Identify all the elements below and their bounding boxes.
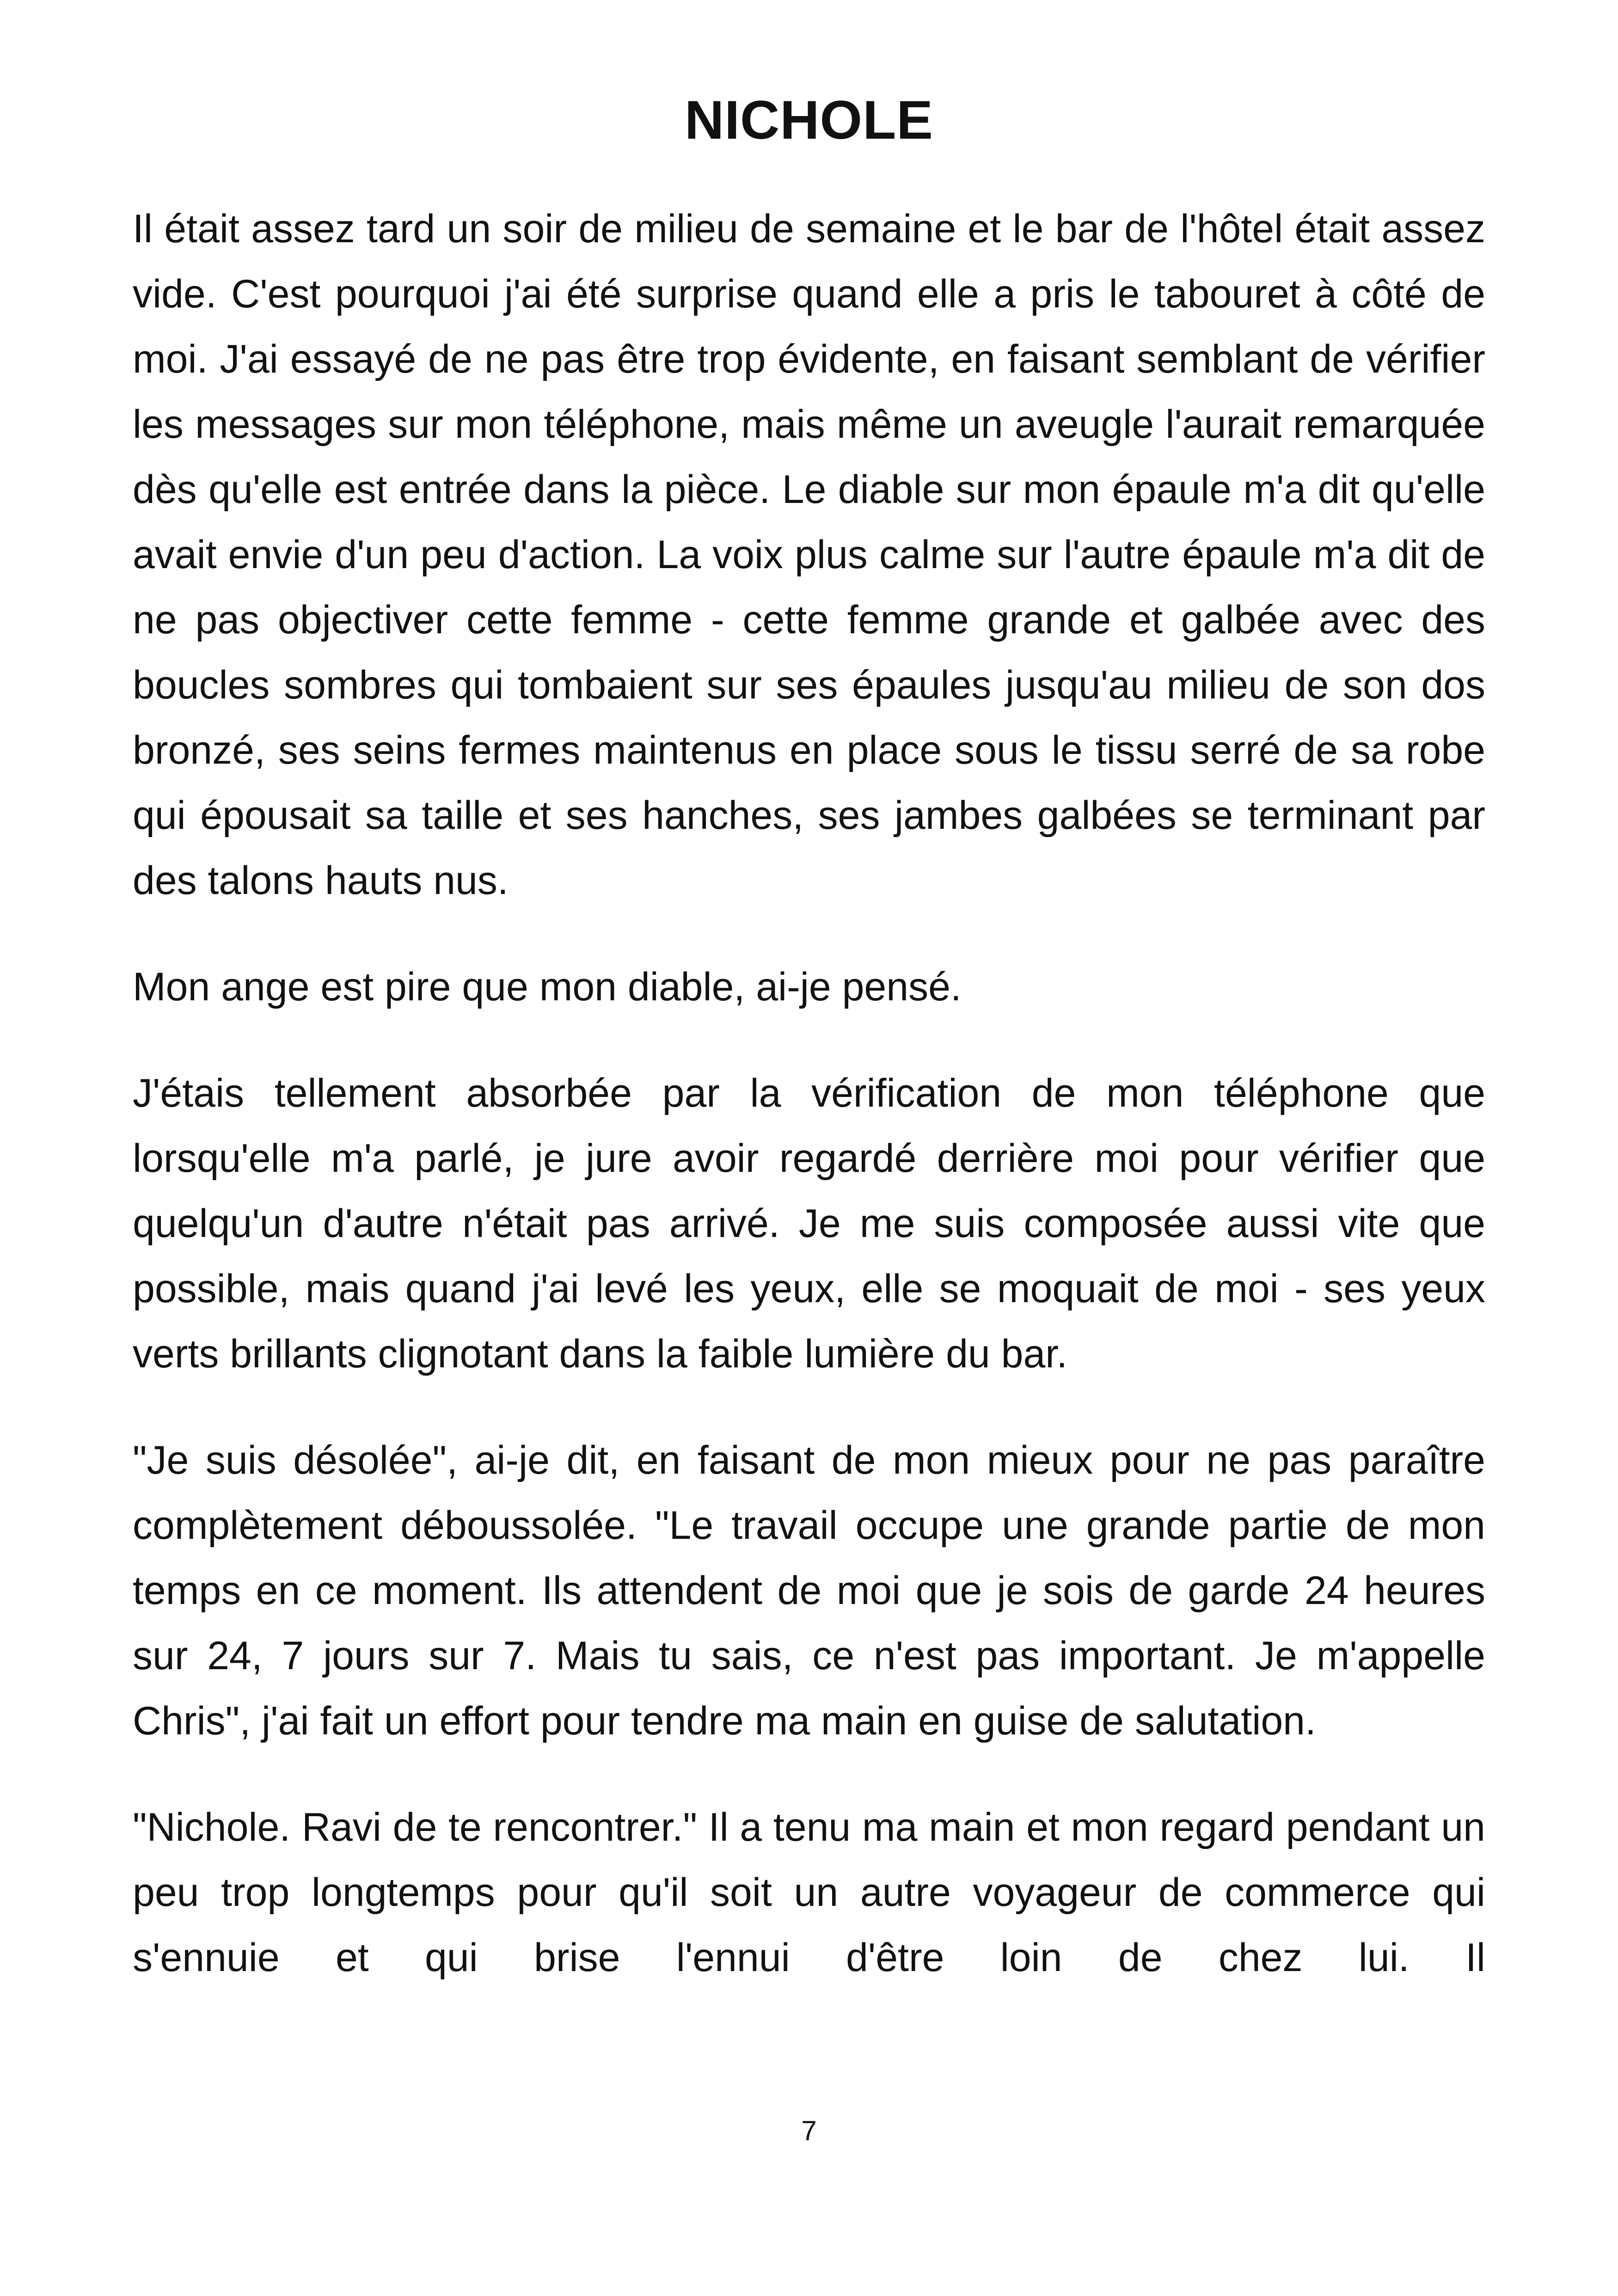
paragraph: "Nichole. Ravi de te rencontrer." Il a tenu ma main et mon regard pendant un peu trop longtemps pour qu'il soit un autre voyageur de commerce qui s'ennuie et qui brise l'ennui d'être loin de chez lui. Il: [133, 1805, 1485, 1980]
paragraph: Il était assez tard un soir de milieu de semaine et le bar de l'hôtel était assez vide. C'est pourquoi j'ai été surprise quand elle a pris le tabouret à côté de moi. J'ai essayé de ne pas être trop évidente, en faisant semblant de vérifier les messages sur mon téléphone, mais même un aveugle l'aurait remarquée dès qu'elle est entrée dans la pièce. Le diable sur mon épaule m'a dit qu'elle avait envie d'un peu d'action. La voix plus calme sur l'autre épaule m'a dit de ne pas objectiver cette femme - cette femme grande et galbée avec des boucles sombres qui tombaient sur ses épaules jusqu'au milieu de son dos bronzé, ses seins fermes maintenus en place sous le tissu serré de sa robe qui épousait sa taille et ses hanches, ses jambes galbées se terminant par des talons hauts nus.: [133, 207, 1485, 903]
chapter-title: NICHOLE: [685, 90, 933, 151]
paragraph: Mon ange est pire que mon diable, ai-je pensé.: [133, 965, 962, 1009]
page-number: 7: [801, 2115, 817, 2146]
paragraph: J'étais tellement absorbée par la vérification de mon téléphone que lorsqu'elle m'a parlé, je jure avoir regardé derrière moi pour vérifier que quelqu'un d'autre n'était pas arrivé. Je me suis composée aussi vite que possible, mais quand j'ai levé les yeux, elle se moquait de moi - ses yeux verts brillants clignotant dans la faible lumière du bar.: [133, 1071, 1485, 1376]
body-text: [133, 196, 1485, 1990]
paragraph: "Je suis désolée", ai-je dit, en faisant de mon mieux pour ne pas paraître complètement déboussolée. "Le travail occupe une grande partie de mon temps en ce moment. Ils attendent de moi que je sois de garde 24 heures sur 24, 7 jours sur 7. Mais tu sais, ce n'est pas important. Je m'appelle Chris", j'ai fait un effort pour tendre ma main en guise de salutation.: [133, 1438, 1485, 1743]
